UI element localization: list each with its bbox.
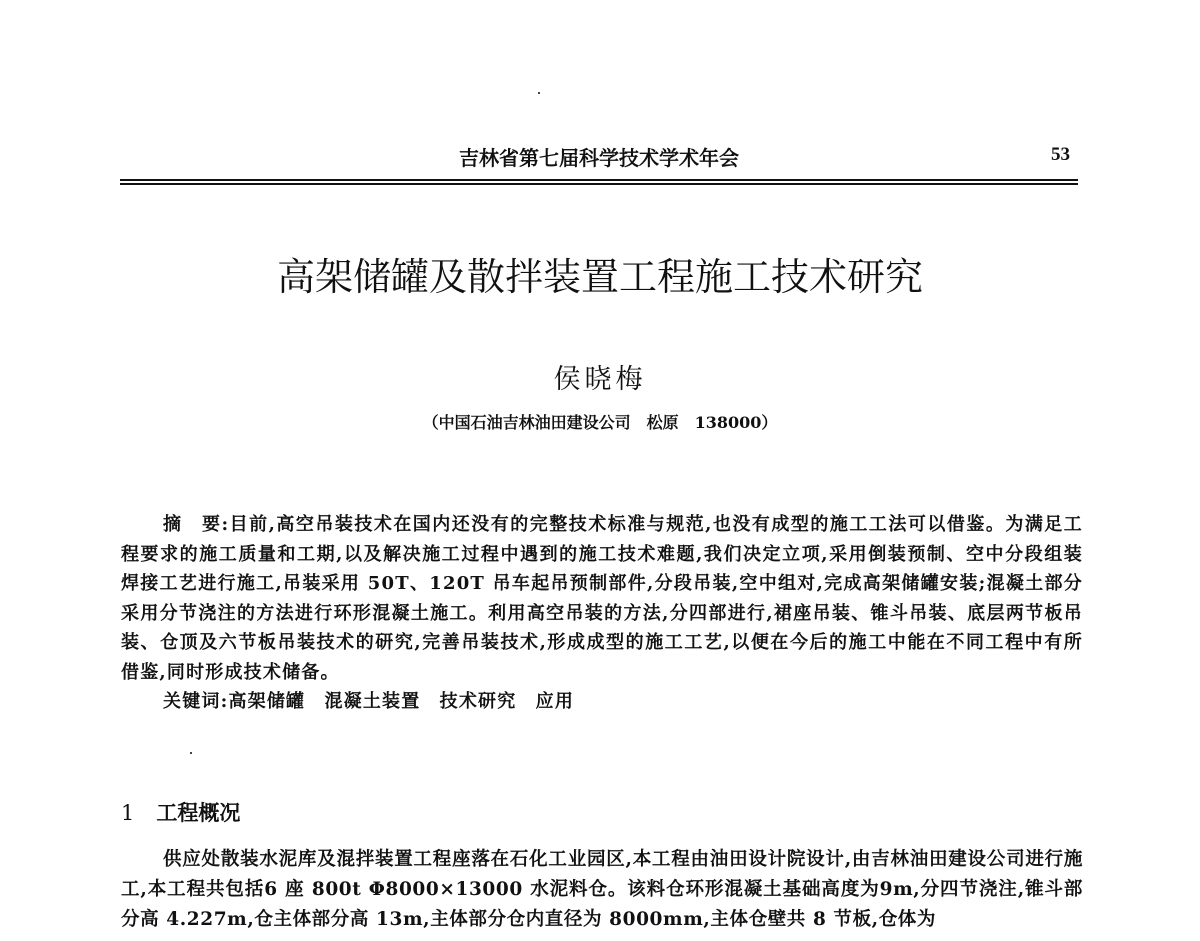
running-title: 吉林省第七届科学技术学术年会 — [459, 146, 739, 170]
header-rule-thin — [120, 179, 1078, 181]
article-title: 高架储罐及散拌装置工程施工技术研究 — [276, 255, 923, 299]
keywords-line — [121, 687, 1083, 717]
abstract-text: 目前,高空吊装技术在国内还没有的完整技术标准与规范,也没有成型的施工工法可以借鉴。为满足工程要求的施工质量和工期,以及解决施工过程中遇到的施工技术难题,我们决定立项,采用倒装预制、空中分段组装焊接工艺进行施工,吊装采用 50T、120T 吊车起吊预制部件,分段吊装,空中组对,完成高架储罐安装;混凝土部分采用分节浇注的方法进行环形混凝土施工。利用高空吊装的方法,分四部进行,裙座吊装、锥斗吊装、底层两节板吊装、仓顶及六节板吊装技术的研究,完善吊装技术,形成成型的施工工艺,以便在今后的施工中能在不同工程中有所借鉴,同时形成技术储备。 — [121, 514, 1083, 683]
running-header — [120, 142, 1078, 172]
abstract-paragraph — [121, 510, 1083, 687]
page-number: 53 — [1051, 144, 1070, 165]
body-text — [121, 845, 1083, 935]
header-rule-thick — [120, 183, 1078, 185]
abstract-block — [121, 510, 1083, 717]
keywords-text: 高架储罐 混凝土装置 技术研究 应用 — [228, 691, 575, 712]
section-heading — [121, 797, 240, 827]
section-title: 工程概况 — [156, 800, 241, 825]
body-paragraph: 供应处散装水泥库及混拌装置工程座落在石化工业园区,本工程由油田设计院设计,由吉林油田建设公司进行施工,本工程共包括6 座 800t Φ8000×13000 水泥料仓。该料仓环形混凝土基础高度为9m,分四节浇注,锥斗部分高 4.227m,仓主体部分高 13m,主体部分仓内直径为 8000mm,主体仓壁共 8 节板,仓体为 — [121, 849, 1083, 930]
abstract-label: 摘 要: — [163, 514, 230, 535]
keywords-label: 关键词: — [163, 691, 229, 712]
scan-speck — [190, 752, 192, 754]
section-number: 1 — [121, 801, 135, 825]
scan-speck — [538, 92, 540, 94]
author-name: 侯晓梅 — [553, 364, 647, 395]
author-affiliation: （中国石油吉林油田建设公司 松原 138000） — [422, 413, 778, 432]
